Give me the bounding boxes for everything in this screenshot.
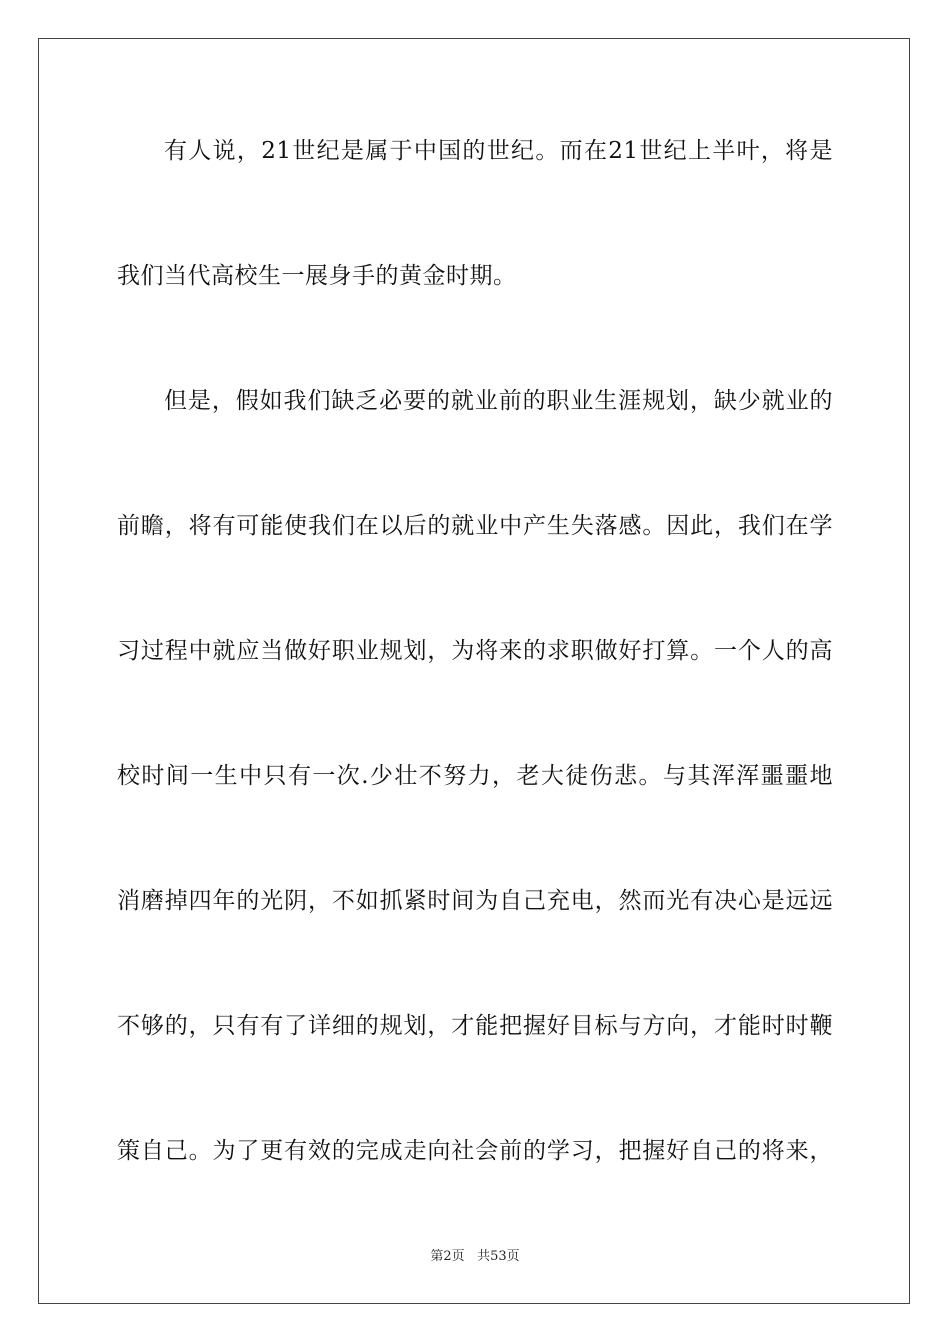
paragraph-2-line-6: 不够的，只有有了详细的规划，才能把握好目标与方向，才能时时鞭 xyxy=(117,1013,833,1039)
paragraph-1-line-2: 我们当代高校生一展身手的黄金时期。 xyxy=(117,263,517,289)
page-border xyxy=(38,38,910,1304)
page-total: 共53页 xyxy=(477,1249,520,1264)
paragraph-2-line-2: 前瞻，将有可能使我们在以后的就业中产生失落感。因此，我们在学 xyxy=(117,513,833,539)
page-number: 第2页 xyxy=(430,1249,465,1264)
paragraph-2-line-3: 习过程中就应当做好职业规划，为将来的求职做好打算。一个人的高 xyxy=(117,638,833,664)
paragraph-2-line-4: 校时间一生中只有一次.少壮不努力，老大徒伤悲。与其浑浑噩噩地 xyxy=(117,763,833,789)
paragraph-2-line-7: 策自己。为了更有效的完成走向社会前的学习，把握好自己的将来， xyxy=(117,1138,833,1164)
paragraph-2-line-1: 但是，假如我们缺乏必要的就业前的职业生涯规划，缺少就业的 xyxy=(164,388,833,414)
paragraph-1-line-1: 有人说，21世纪是属于中国的世纪。而在21世纪上半叶，将是 xyxy=(164,138,833,164)
page-footer xyxy=(0,1248,950,1266)
paragraph-2-line-5: 消磨掉四年的光阴，不如抓紧时间为自己充电，然而光有决心是远远 xyxy=(117,888,833,914)
